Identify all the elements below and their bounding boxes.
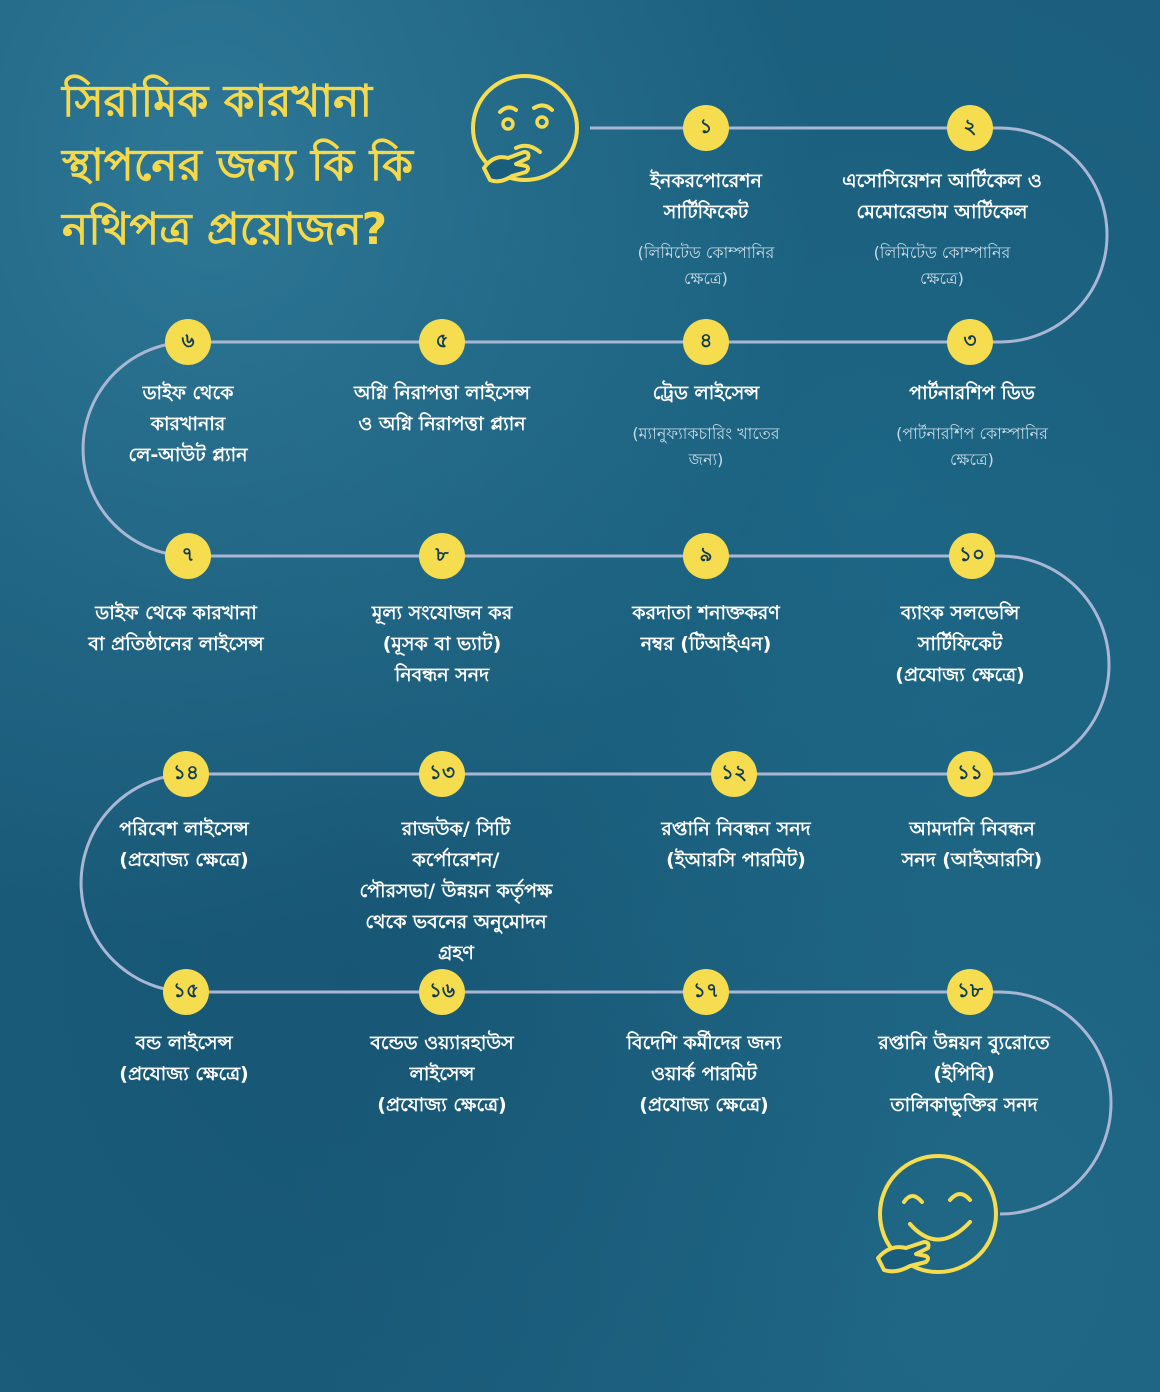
step-1-badge: ১ [683,105,729,151]
step-6-label: ডাইফ থেকে কারখানার লে-আউট প্ল্যান [128,382,248,466]
step-3-badge: ৩ [947,319,993,365]
step-7-label: ডাইফ থেকে কারখানা বা প্রতিষ্ঠানের লাইসেন্স [88,602,264,655]
step-10 [835,598,1085,691]
title-line-3: নথিপত্র প্রয়োজন? [62,204,388,255]
step-11 [847,814,1097,876]
step-4 [581,378,831,473]
step-14 [59,814,309,876]
step-17 [579,1028,829,1121]
step-13-label: রাজউক/ সিটি কর্পোরেশন/ পৌরসভা/ উন্নয়ন কর্তৃপক্ষ থেকে ভবনের অনুমোদন গ্রহণ [359,818,553,964]
step-17-badge: ১৭ [683,969,729,1015]
step-12-label: রপ্তানি নিবন্ধন সনদ (ইআরসি পারমিট) [661,818,811,871]
step-14-label: পরিবেশ লাইসেন্স (প্রযোজ্য ক্ষেত্রে) [119,818,249,871]
step-4-badge: ৪ [683,319,729,365]
step-15-label: বন্ড লাইসেন্স (প্রযোজ্য ক্ষেত্রে) [119,1032,249,1085]
title-line-2: স্থাপনের জন্য কি কি [62,140,413,191]
step-15 [59,1028,309,1090]
step-16-label: বন্ডেড ওয়্যারহাউস লাইসেন্স (প্রযোজ্য ক্ষেত্রে) [370,1032,514,1116]
step-8 [317,598,567,691]
thinking-face-icon [464,72,586,196]
step-18-label: রপ্তানি উন্নয়ন ব্যুরোতে (ইপিবি) তালিকাভুক্তির সনদ [878,1032,1050,1116]
step-7 [46,598,306,660]
step-9-badge: ৯ [683,533,729,579]
step-2-label: এসোসিয়েশন আর্টিকেল ও মেমোরেন্ডাম আর্টিকেল [842,170,1042,223]
step-2-note: (লিমিটেড কোম্পানির ক্ষেত্রে) [873,243,1011,288]
step-18 [839,1028,1089,1121]
step-18-badge: ১৮ [947,969,993,1015]
step-6-badge: ৬ [165,319,211,365]
page-title [62,70,462,262]
step-10-label: ব্যাংক সলভেন্সি সার্টিফিকেট (প্রযোজ্য ক্ষেত্রে) [895,602,1025,686]
step-4-note: (ম্যানুফ্যাকচারিং খাতের জন্য) [632,424,780,469]
step-2-badge: ২ [947,105,993,151]
step-5-badge: ৫ [419,319,465,365]
step-1-label: ইনকরপোরেশন সার্টিফিকেট [650,170,762,223]
step-9 [581,598,831,660]
step-11-badge: ১১ [947,751,993,797]
step-7-badge: ৭ [165,533,211,579]
step-4-label: ট্রেড লাইসেন্স [652,382,760,404]
step-3 [847,378,1097,473]
step-12 [611,814,861,876]
step-15-badge: ১৫ [163,969,209,1015]
step-11-label: আমদানি নিবন্ধন সনদ (আইআরসি) [901,818,1043,871]
step-3-note: (পার্টনারশিপ কোম্পানির ক্ষেত্রে) [896,424,1048,469]
step-16-badge: ১৬ [419,969,465,1015]
step-6 [78,378,298,471]
step-13-badge: ১৩ [419,751,465,797]
step-13 [321,814,591,969]
step-1 [581,166,831,292]
step-17-label: বিদেশি কর্মীদের জন্য ওয়ার্ক পারমিট (প্রযোজ্য ক্ষেত্রে) [626,1032,782,1116]
title-line-1: সিরামিক কারখানা [62,76,373,127]
step-5 [312,378,572,440]
smiling-thinking-face-icon [866,1150,1002,1290]
step-2 [797,166,1087,292]
step-8-label: মূল্য সংযোজন কর (মূসক বা ভ্যাট) নিবন্ধন সনদ [371,602,513,686]
step-14-badge: ১৪ [163,751,209,797]
step-3-label: পার্টনারশিপ ডিড [909,382,1035,404]
step-5-label: অগ্নি নিরাপত্তা লাইসেন্স ও অগ্নি নিরাপত্তা প্ল্যান [354,382,530,435]
step-1-note: (লিমিটেড কোম্পানির ক্ষেত্রে) [637,243,775,288]
step-12-badge: ১২ [711,751,757,797]
step-8-badge: ৮ [419,533,465,579]
step-9-label: করদাতা শনাক্তকরণ নম্বর (টিআইএন) [632,602,780,655]
step-16 [317,1028,567,1121]
step-10-badge: ১০ [949,533,995,579]
